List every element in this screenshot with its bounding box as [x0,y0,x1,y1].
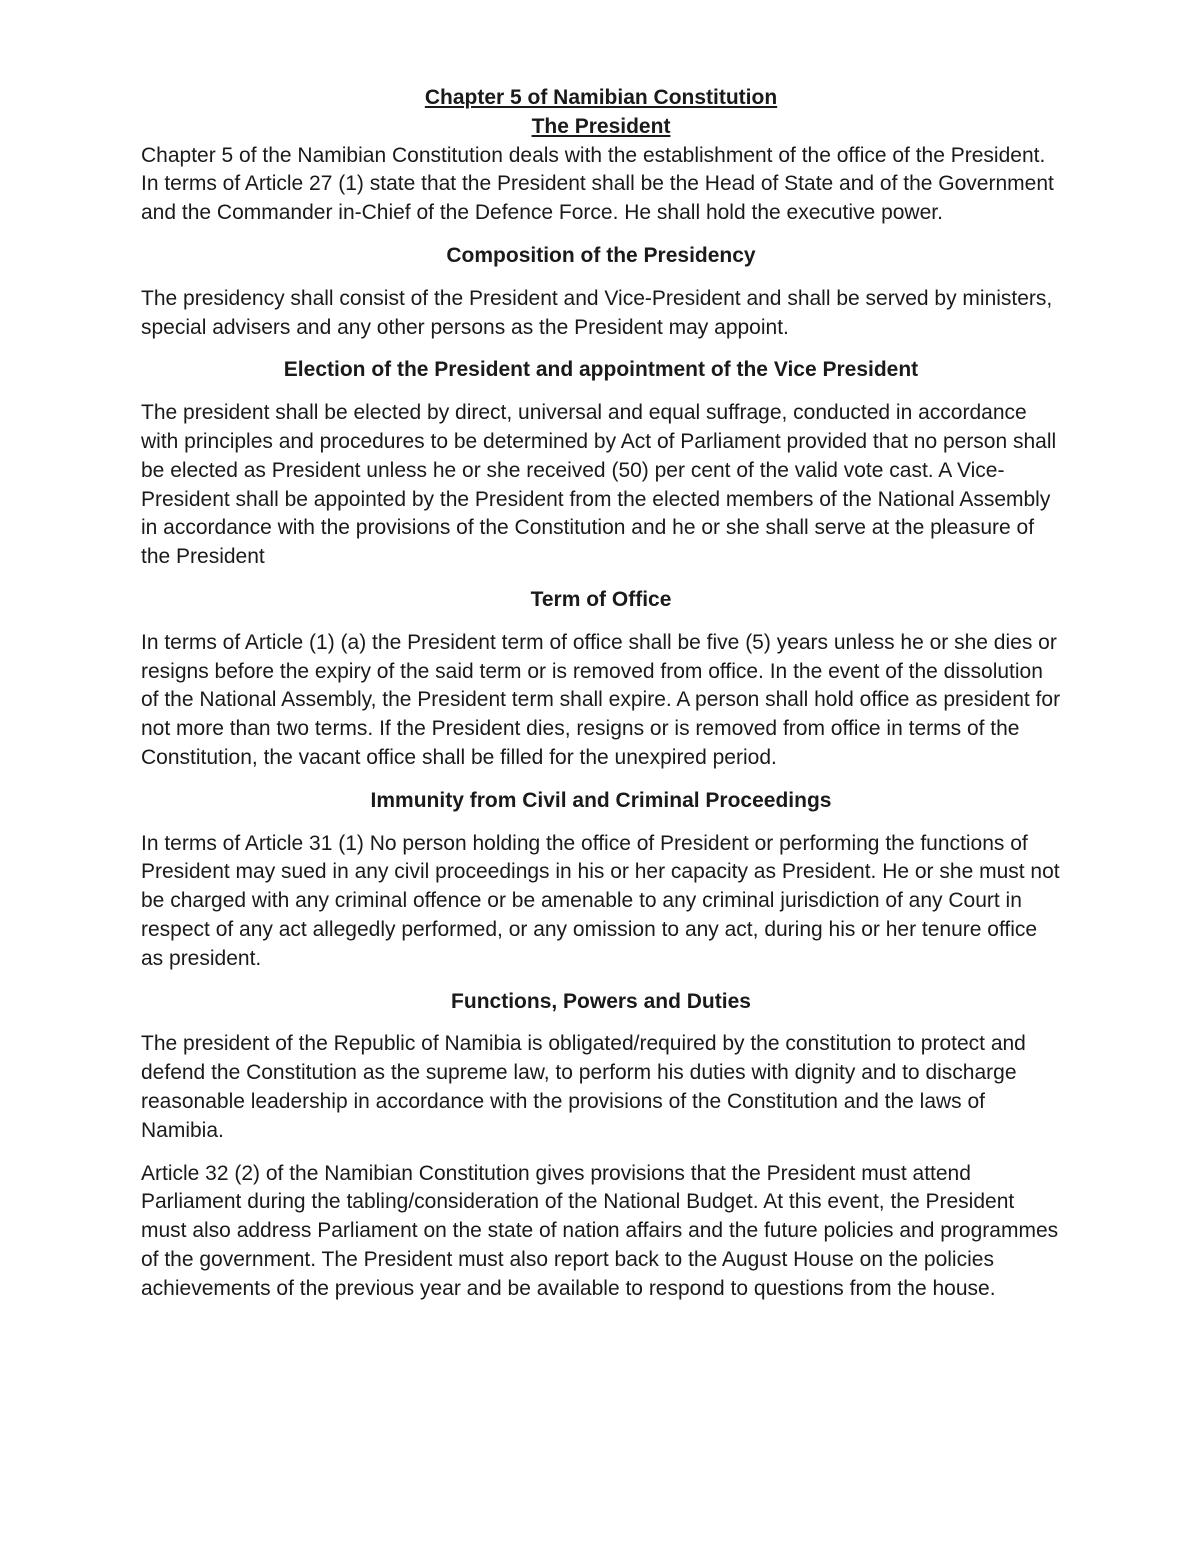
section-heading: Immunity from Civil and Criminal Proceedings [370,788,832,812]
section-paragraph: In terms of Article 31 (1) No person holding the office of President or performing the functions of President may sued in any civil proceedings in his or her capacity as President. He or she must not be charged with any criminal offence or be amenable to any criminal jurisdiction of any Court in respect of any act allegedly performed, or any omission to any act, during his or her tenure office as president. [141,831,1060,970]
section-heading: Functions, Powers and Duties [451,989,751,1013]
section-functions [141,988,1061,1304]
section-paragraph: In terms of Article (1) (a) the President term of office shall be five (5) years unless he or she dies or resigns before the expiry of the said term or is removed from office. In the event of the dissolution of the National Assembly, the President term shall expire. A person shall hold office as president for not more than two terms. If the President dies, resigns or is removed from office in terms of the Constitution, the vacant office shall be filled for the unexpired period. [141,630,1061,769]
section-heading: Composition of the Presidency [446,243,756,267]
intro-paragraph: Chapter 5 of the Namibian Constitution deals with the establishment of the office of the President. In terms of Article 27 (1) state that the President shall be the Head of State and of the Government and the Commander in-Chief of the Defence Force. He shall hold the executive power. [141,143,1054,225]
section-immunity [141,787,1061,974]
section-heading: Election of the President and appointment of the Vice President [283,358,919,382]
section-heading: Term of Office [530,587,672,611]
section-term-of-office [141,586,1061,773]
document-page [141,84,1061,1317]
document-subtitle: The President [531,114,671,138]
section-paragraph: The president shall be elected by direct, universal and equal suffrage, conducted in accordance with principles and procedures to be determined by Act of Parliament provided that no person shall be elected as President unless he or she received (50) per cent of the valid vote cast. A Vice-President shall be appointed by the President from the elected members of the National Assembly in accordance with the provisions of the Constitution and he or she shall serve at the pleasure of the President [141,401,1057,569]
section-paragraph: The president of the Republic of Namibia is obligated/required by the constitution to protect and defend the Constitution as the supreme law, to perform his duties with dignity and to discharge reasonable leadership in accordance with the provisions of the Constitution and the laws of Namibia. [141,1032,1026,1142]
section-paragraph: The presidency shall consist of the President and Vice-President and shall be served by ministers, special advisers and any other persons as the President may appoint. [141,286,1053,339]
document-title: Chapter 5 of Namibian Constitution [424,86,778,109]
section-composition [141,242,1061,342]
section-election [141,356,1061,572]
section-paragraph: Article 32 (2) of the Namibian Constitution gives provisions that the President must attend Parliament during the tabling/consideration of the National Budget. At this event, the President must also address Parliament on the state of nation affairs and the future policies and programmes of the government. The President must also report back to the August House on the policies achievements of the previous year and be available to respond to questions from the house. [141,1161,1059,1300]
